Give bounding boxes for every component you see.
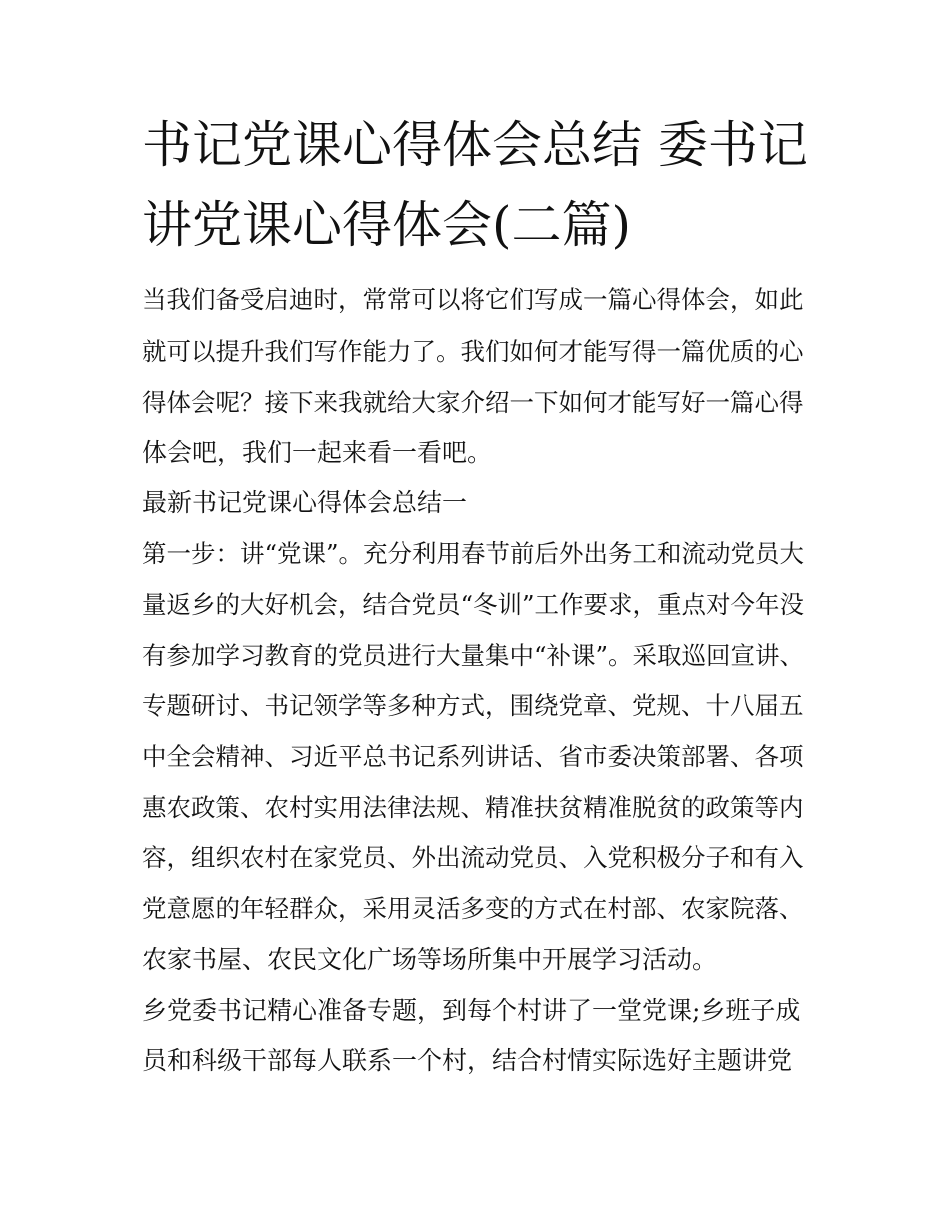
paragraph-line: 专题研讨、书记领学等多种方式，围绕党章、党规、十八届五	[142, 691, 804, 720]
paragraph-line: 量返乡的大好机会，结合党员“冬训”工作要求，重点对今年没	[142, 590, 805, 619]
paragraph-line: 第一步：讲“党课”。充分利用春节前后外出务工和流动党员大	[142, 539, 805, 568]
paragraph-line: 党意愿的年轻群众，采用灵活多变的方式在村部、农家院落、	[142, 894, 804, 923]
paragraph-line: 有参加学习教育的党员进行大量集中“补课”。采取巡回宣讲、	[142, 641, 805, 670]
paragraph-line: 员和科级干部每人联系一个村，结合村情实际选好主题讲党	[142, 1046, 793, 1075]
paragraph-line: 农家书屋、农民文化广场等场所集中开展学习活动。	[142, 945, 718, 974]
document-title-line-1: 书记党课心得体会总结 委书记	[142, 116, 808, 174]
document-title-line-2: 讲党课心得体会(二篇)	[142, 196, 632, 254]
section-heading: 最新书记党课心得体会总结一	[142, 488, 468, 517]
paragraph-line: 中全会精神、习近平总书记系列讲话、省市委决策部署、各项	[142, 742, 804, 771]
paragraph-line: 惠农政策、农村实用法律法规、精准扶贫精准脱贫的政策等内	[142, 793, 804, 822]
paragraph-line: 得体会呢？接下来我就给大家介绍一下如何才能写好一篇心得	[142, 388, 804, 417]
paragraph-line: 体会吧，我们一起来看一看吧。	[142, 438, 493, 467]
paragraph-line: 乡党委书记精心准备专题，到每个村讲了一堂党课;乡班子成	[142, 996, 801, 1025]
paragraph-line: 容，组织农村在家党员、外出流动党员、入党积极分子和有入	[142, 843, 804, 872]
paragraph-line: 当我们备受启迪时，常常可以将它们写成一篇心得体会，如此	[142, 285, 804, 314]
paragraph-line: 就可以提升我们写作能力了。我们如何才能写得一篇优质的心	[142, 337, 804, 366]
